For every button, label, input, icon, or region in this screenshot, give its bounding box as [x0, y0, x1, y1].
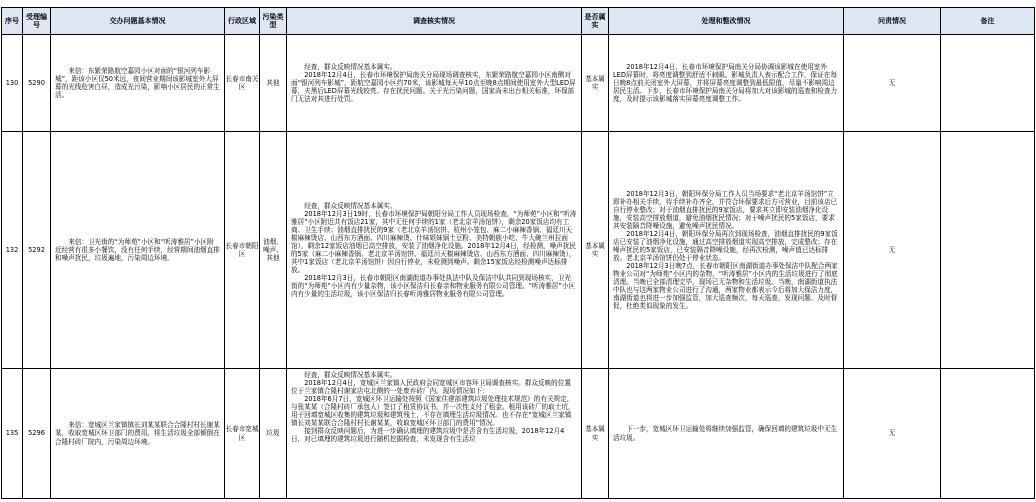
- header-district: 行政区域: [225, 8, 260, 35]
- cell-case-no: 5296: [23, 369, 51, 499]
- case-table: [1, 7, 1035, 499]
- cell-accountability: 无: [844, 369, 941, 499]
- table-row: [2, 35, 1035, 132]
- cell-seq: 132: [2, 132, 23, 369]
- cell-seq: 130: [2, 35, 23, 132]
- cell-handling: [609, 369, 844, 499]
- header-pollution-type: 污染类型: [260, 8, 287, 35]
- cell-case-no: 5292: [23, 132, 51, 369]
- cell-accountability: 无: [844, 132, 941, 369]
- cell-handling: [609, 132, 844, 369]
- investigation-paragraph: 接到群众反映问题后，为进一步确认填埋的建筑垃圾中是否含有生活垃圾，2018年12月4日，对已填埋的建筑垃圾进行随机挖掘检查，未发现含有生活垃: [291, 427, 565, 444]
- header-remarks: 备注: [941, 8, 1035, 35]
- cell-pollution-type: 其他: [260, 35, 287, 132]
- cell-district: 长春市朝阳区: [225, 132, 260, 369]
- cell-district: 长春市宽城区: [225, 369, 260, 499]
- investigation-paragraph: 经查，群众反映情况基本属实。: [304, 62, 397, 71]
- investigation-paragraph: 2018年12月3日，长春市朝阳区南湖街道办事处执法中队及保洁中队共同到现场核实，卫光街的“为师苑”小区内有少量杂物，该小区保洁归长春亲和物业服务有限公司管理。“听涛雅居”小区内有少量的生活垃圾，该小区保洁归长春听涛雅居物业服务有限公司管理。: [291, 274, 576, 299]
- handling-paragraph: 下一步，宽城区环卫运输处将继续加强监管，确保回填的建筑垃圾中无生活垃圾。: [613, 425, 838, 442]
- cell-verified: 基本属实: [582, 369, 609, 499]
- handling-paragraph: 2018年12月4日，朝阳环保分局再次到现场检查，油烟直排扰民的9家饭店已安装了油烟净化设施，通过高空排放烟道实现高空排放，完成整改；存在噪声扰民的5家饭店，已安装隔音降噪设施，经再次检测，噪声值已达标排放。老北京羊汤馆饼仍处于停业状态。: [613, 229, 838, 263]
- investigation-paragraph: 2018年12月3日19时，长春市环境保护局朝阳分局工作人员现场检查，“为师苑”小区和“听涛雅居”小区附近共有饭店21家，其中无任何手续的1家（老北京羊汤馆饼），剩余20家饭店均有工商、卫生手续；油烟直排扰民的9家（老北京羊汤馆饼、杭州小笼包、麻二小麻辣香锅、福廷川天椒麻辣烫店、山西东方酒面、四川麻辣烫、什味姐妹锅土豆粉、美特朝族小吃、牛大碗兰州拉面馆），剩余12家饭店油烟已高空排放，安装了油烟净化设施。2018年12月4日，经检测，噪声扰民的5家（麻二小麻辣香锅、老北京羊汤馆饼、福廷川天椒麻辣烫店、山西东方酒面、四川麻辣烫），其中1家饭店（老北京羊汤馆饼）因自行停业，未检测到噪声。剩余15家饭店经检测噪声达标排放。: [291, 209, 577, 275]
- header-accountability: 问责情况: [844, 8, 941, 35]
- cell-district: 长春市南关区: [225, 35, 260, 132]
- cell-investigation: [287, 132, 582, 369]
- cell-verified: 基本属实: [582, 132, 609, 369]
- header-row: [2, 8, 1035, 35]
- cell-handling: [609, 35, 844, 132]
- handling-paragraph: 2018年12月3日晚7点，长春市朝阳区南湖街道办事处保洁中队配合两家物业公司对“为师苑”小区内的杂物，“听涛雅居”小区内的生活垃圾进行了彻底清理。当晚已全部清理完毕，现场已无杂物和生活垃圾。当晚，南湖街道执法中队也与这两家物业公司进行了沟通，两家物业都表示今后将加大保洁力度，南湖街道也将进一步加强监管，加大巡查频次，每天巡查，发现问题、及时督促，杜绝类似现象的发生。: [613, 262, 838, 311]
- header-case-no: 受理编号: [23, 8, 51, 35]
- cell-issue: 来信：宽城区兰家镇镇长刘某某联合合隆村村长谢某某，收取宽城区环卫部门的费用，将生活垃圾全部倾倒在合隆村砖厂院内，污染周边环境。: [51, 369, 225, 499]
- investigation-paragraph: 经查，群众反映情况基本属实。: [304, 201, 397, 210]
- cell-investigation: [287, 35, 582, 132]
- cell-pollution-type: 油烟、噪声、其他: [260, 132, 287, 369]
- cell-seq: 135: [2, 369, 23, 499]
- investigation-paragraph: 经查，群众反映情况基本属实。: [304, 371, 397, 379]
- header-verified: 是否属实: [582, 8, 609, 35]
- investigation-paragraph: 2018年6月7日，宽城区环卫运输处按照《国家住建部建筑垃圾处理技术规范》的有关规定，与张某某（合隆村砖厂承包人）签订了租赁协议书，并一次性支付了租金。租用该砖厂的取土坑，用于回填宽城区收集的建筑垃圾和建筑残土，不存在填埋生活垃圾情况。也不存在“宽城区兰家镇镇长刘某某联合合隆村村长谢某某，收取宽城区环卫部门的费用”情况。: [291, 395, 575, 428]
- cell-remarks: [941, 132, 1035, 369]
- header-investigation: 调查核实情况: [287, 8, 582, 35]
- handling-paragraph: 2018年12月4日，长春市环境保护局南关分局协调该影城在使用室外LED屏幕时，将亮度调整到舒适不刺眼。影城负责人表示配合工作，保证在每日晚8点前关闭室外大屏幕，并将屏幕亮度调整到最低限值，尽量不影响周边居民生活。下步，长春市环境保护局南关分局将加大对该影城的巡查和检查力度，及时提示该影城落实屏幕亮度调整工作。: [613, 62, 838, 104]
- cell-issue: 来信：东繁荣路航空嘉园小区对面的“银河列车影城”，距该小区仅50米远，夜间营业期间该影城室外大屏幕的光线危害白昼，造成光污染，影响小区居民的正常生活。: [51, 35, 225, 132]
- cell-verified: 基本属实: [582, 35, 609, 132]
- cell-case-no: 5290: [23, 35, 51, 132]
- cell-issue: 来信：卫光街的“为师苑”小区和“听涛雅居”小区附近经营有很多小餐饮，没有任何手续，经营期间油烟直排和噪声扰民，垃圾遍地，污染周边环境。: [51, 132, 225, 369]
- table-row: [2, 369, 1035, 499]
- header-issue: 交办问题基本情况: [51, 8, 225, 35]
- header-seq: 序号: [2, 8, 23, 35]
- investigation-paragraph: 2018年12月4日，长春市环境保护局南关分局现场调查核实，东繁荣路航空嘉园小区南侧对面“银河列车影城”，距航空嘉园小区约70米，该影城每天早10点至晚8点期间使用室外大型LED屏幕，夫黑后LED屏幕光线较亮。存在扰民问题。关于光污染问题，国家尚未出台相关标准，环保部门无法对其进行处罚。: [291, 70, 576, 104]
- investigation-paragraph: 2018年12月4日，宽城区兰家镇人民政府会同宽城区市容环卫局调查核实。群众反映的位置位于兰家镇合隆村谢家店屯北侧的一处废弃砖厂内。现场情况如下：: [291, 379, 571, 396]
- cell-remarks: [941, 35, 1035, 132]
- cell-pollution-type: 垃圾: [260, 369, 287, 499]
- cell-accountability: 无: [844, 35, 941, 132]
- table-row: [2, 132, 1035, 369]
- header-handling: 处理和整改情况: [609, 8, 844, 35]
- cell-remarks: [941, 369, 1035, 499]
- handling-paragraph: 2018年12月3日，朝阳环保分局工作人员当场要求“老北京羊汤馆饼”立即补办相关手续，待手续补办齐全，并符合环保要求后方可营业，目前该店已自行停业整改；对于油烟直排扰民的9家饭店，要求其立即安装油烟净化设施，安装高空排放烟道，避免油烟扰民情况；对于噪声扰民的5家饭店，要求其安装隔音降噪设施，避免噪声扰民情况。: [613, 189, 838, 230]
- cell-investigation: [287, 369, 582, 499]
